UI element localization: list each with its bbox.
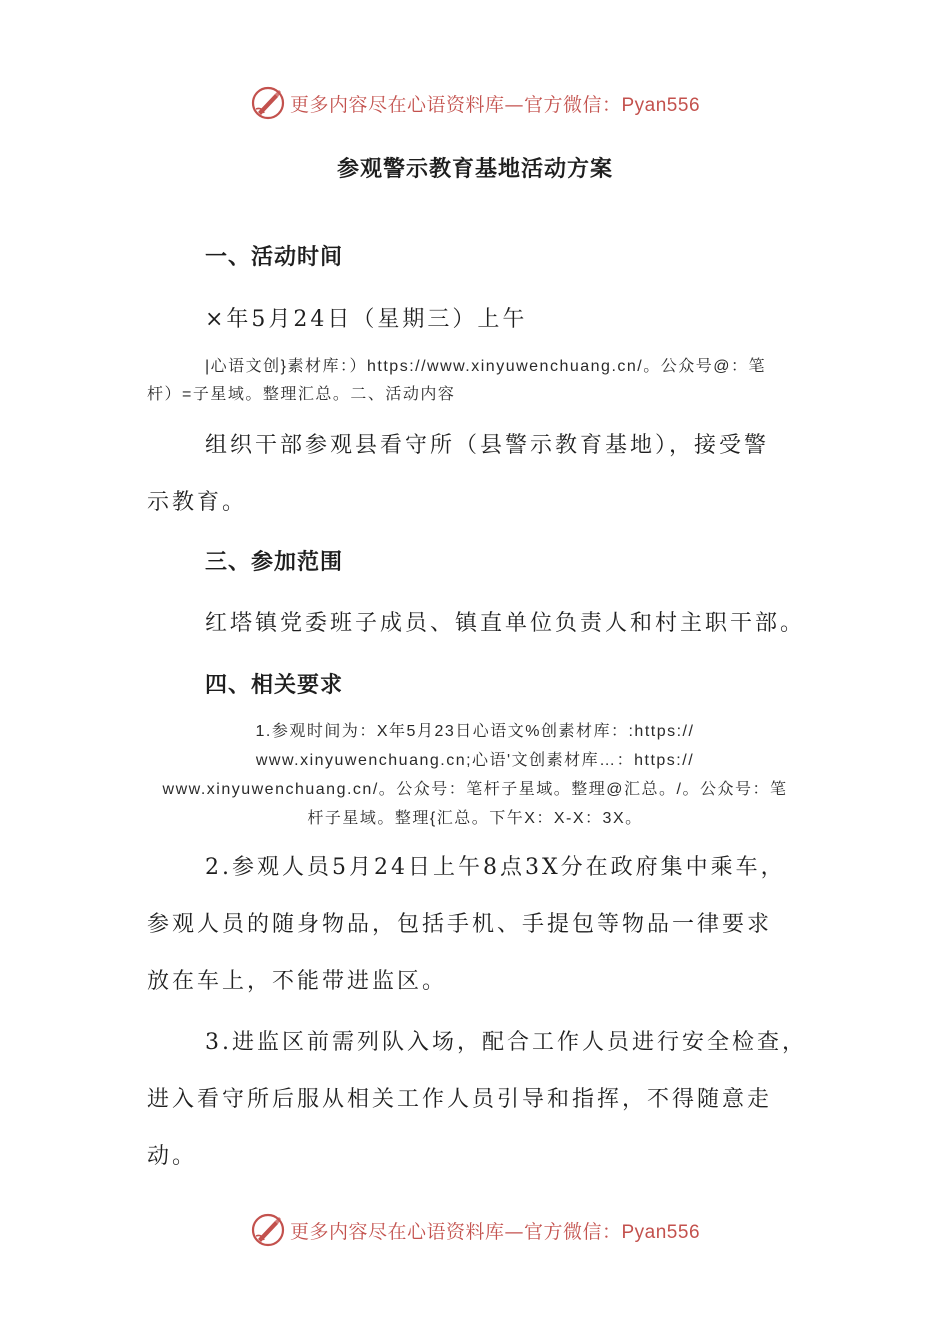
requirement-1-line: 杆子星域。整理{汇总。下午X：X-X：3X。 [307, 810, 643, 827]
activity-content-text: 示教育。 [147, 490, 248, 515]
banner-wechat-id: Pyan556 [621, 1221, 701, 1243]
pen-logo-icon [250, 1212, 286, 1248]
banner-text: 更多内容尽在心语资料库—官方微信：Pyan556 [289, 93, 701, 116]
banner-text: 更多内容尽在心语资料库—官方微信：Pyan556 [289, 1220, 701, 1243]
requirement-3-line: 进入看守所后服从相关工作人员引导和指挥，不得随意走 [147, 1087, 773, 1112]
document-title: 参观警示教育基地活动方案 [336, 157, 613, 182]
banner-wechat-id: Pyan556 [621, 94, 701, 116]
requirement-1-line: 1.参观时间为：X年5月23日心语文%创素材库：:https:// [255, 723, 695, 740]
pen-logo-icon [250, 85, 286, 121]
watermark-note-line: 杆）=子星域。整理汇总。二、活动内容 [147, 386, 456, 403]
header-banner [0, 78, 950, 128]
watermark-note-line: |心语文创}素材库：）https://www.xinyuwenchuang.cn/。公众号@：笔 [205, 358, 766, 375]
requirement-1-line: www.xinyuwenchuang.cn;心语'文创素材库…：https:// [255, 752, 695, 769]
scope-text: 红塔镇党委班子成员、镇直单位负责人和村主职干部。 [205, 611, 806, 636]
section-heading-requirements: 四、相关要求 [205, 673, 344, 698]
section-heading-scope: 三、参加范围 [205, 550, 344, 575]
requirement-3-line: 3.进监区前需列队入场，配合工作人员进行安全检查， [205, 1030, 807, 1055]
section-heading-time: 一、活动时间 [205, 245, 344, 270]
activity-time-text: ×年5月24日（星期三）上午 [205, 307, 528, 332]
requirement-1-line: www.xinyuwenchuang.cn/。公众号：笔杆子星域。整理@汇总。/。公众号：笔 [162, 781, 788, 798]
requirement-2-line: 2.参观人员5月24日上午8点3X分在政府集中乘车， [205, 855, 786, 880]
requirement-3-line: 动。 [147, 1144, 198, 1169]
footer-banner [0, 1205, 950, 1255]
requirement-2-line: 参观人员的随身物品，包括手机、手提包等物品一律要求 [147, 912, 773, 937]
requirement-2-line: 放在车上，不能带进监区。 [147, 969, 448, 994]
activity-content-text: 组织干部参观县看守所（县警示教育基地），接受警 [205, 433, 770, 458]
